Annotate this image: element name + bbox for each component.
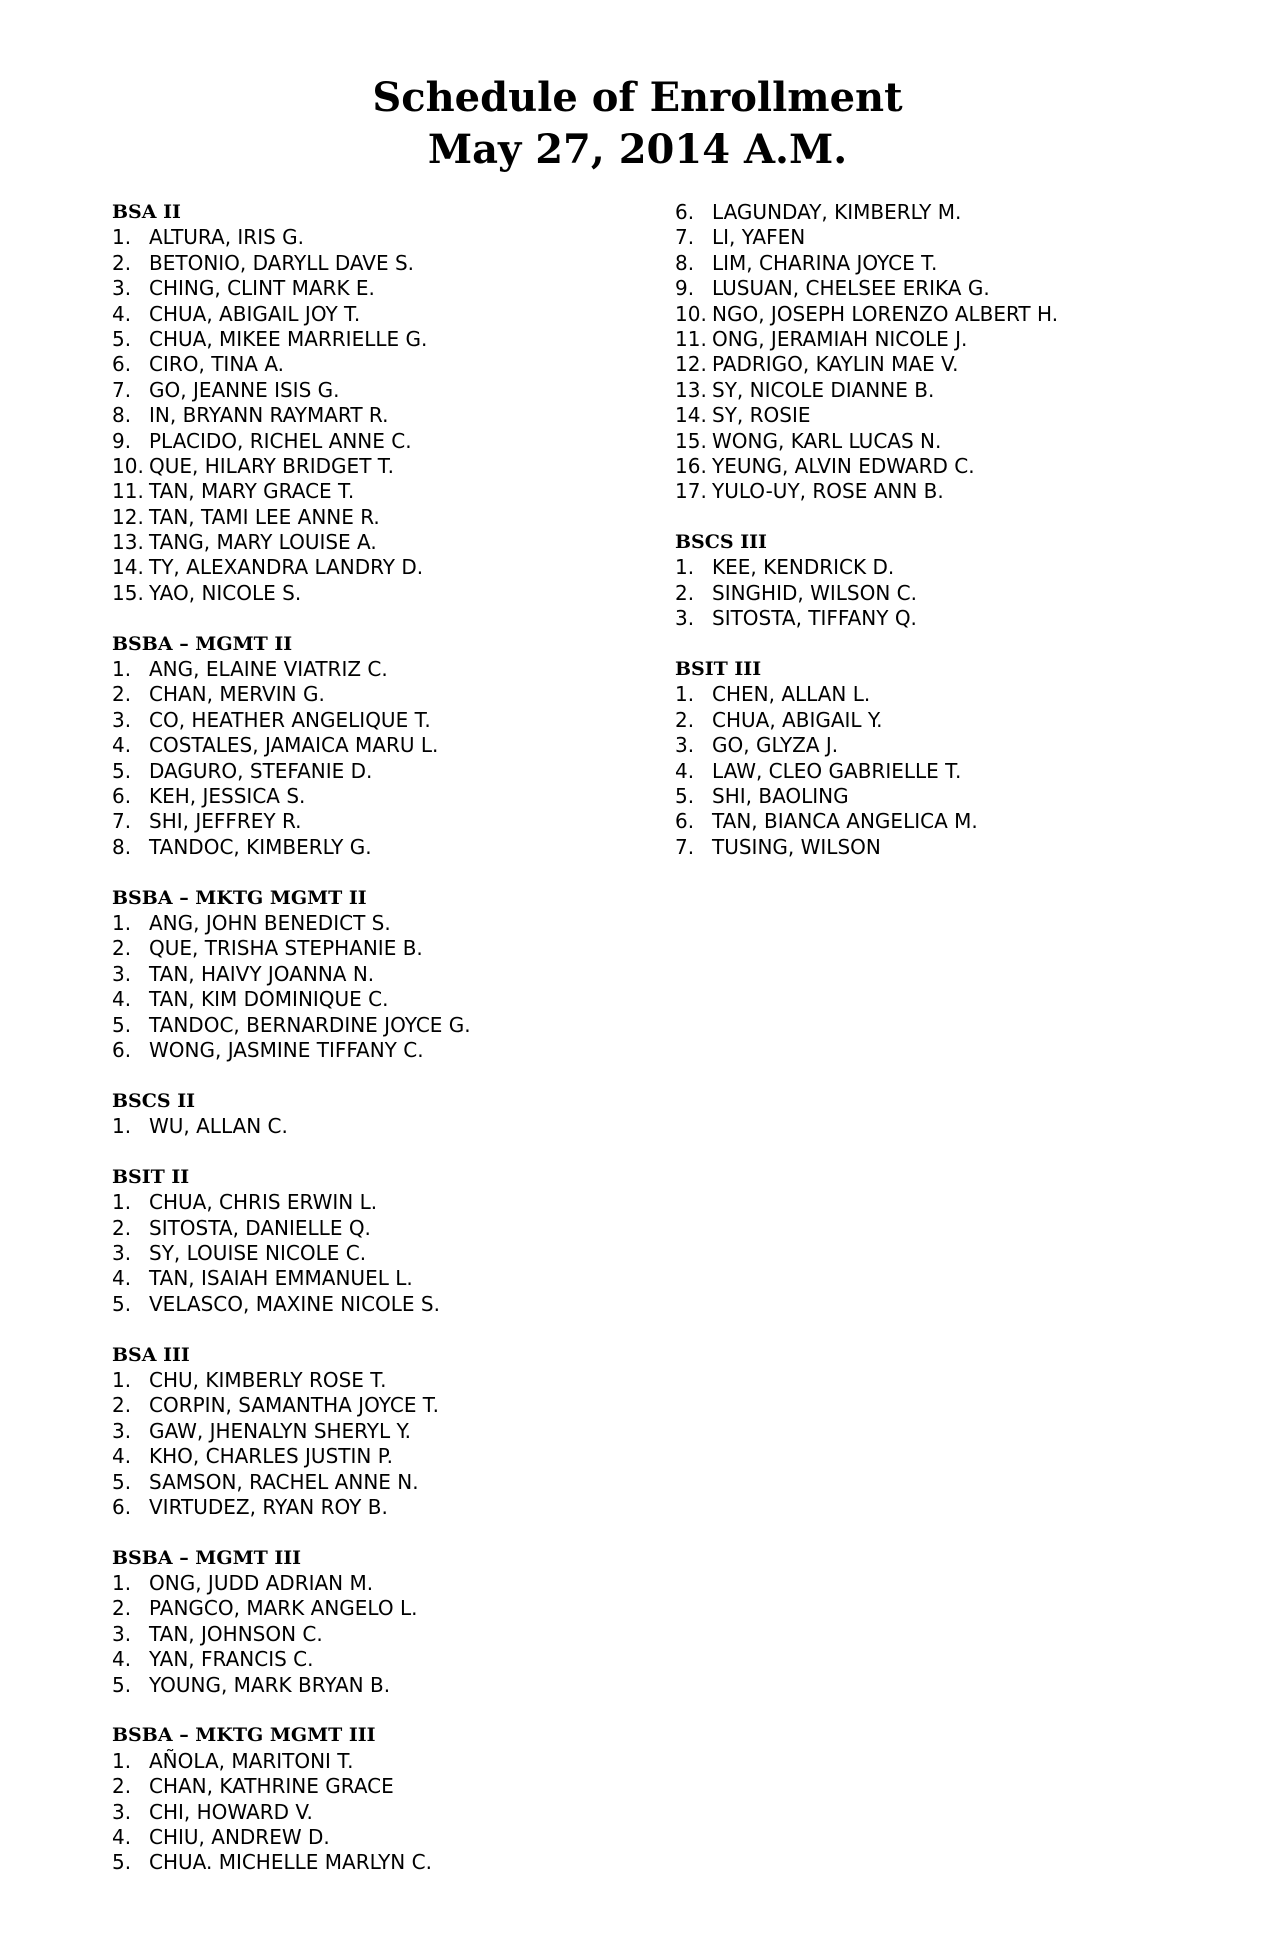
item-number: 7. bbox=[675, 225, 695, 250]
list-item bbox=[112, 1495, 672, 1520]
enrollment-section bbox=[112, 1723, 672, 1875]
student-name: SAMSON, RACHEL ANNE N. bbox=[149, 1469, 419, 1494]
list-item bbox=[112, 657, 672, 682]
student-list bbox=[112, 1368, 672, 1520]
student-name: WONG, KARL LUCAS N. bbox=[712, 428, 942, 453]
student-name: PLACIDO, RICHEL ANNE C. bbox=[149, 428, 412, 453]
student-list bbox=[112, 1114, 672, 1139]
item-number: 5. bbox=[112, 1469, 132, 1494]
list-item bbox=[112, 555, 672, 580]
student-name: TAN, BIANCA ANGELICA M. bbox=[712, 809, 978, 834]
student-name: CHEN, ALLAN L. bbox=[712, 682, 871, 707]
item-number: 14. bbox=[112, 555, 144, 580]
right-column bbox=[675, 200, 1235, 886]
list-item bbox=[112, 1774, 672, 1799]
list-item bbox=[112, 505, 672, 530]
student-name: COSTALES, JAMAICA MARU L. bbox=[149, 733, 439, 758]
list-item bbox=[112, 530, 672, 555]
student-name: CHUA, ABIGAIL Y. bbox=[712, 707, 883, 732]
item-number: 15. bbox=[675, 428, 707, 453]
student-name: SITOSTA, DANIELLE Q. bbox=[149, 1215, 371, 1240]
student-name: CHIU, ANDREW D. bbox=[149, 1825, 330, 1849]
student-name: KEE, KENDRICK D. bbox=[712, 555, 895, 580]
list-item bbox=[112, 1393, 672, 1418]
section-heading: BSA II bbox=[112, 201, 181, 223]
list-item bbox=[675, 302, 1235, 327]
student-name: CHU, KIMBERLY ROSE T. bbox=[149, 1367, 387, 1392]
student-name: YEUNG, ALVIN EDWARD C. bbox=[712, 453, 975, 478]
list-item bbox=[675, 429, 1235, 454]
item-number: 3. bbox=[112, 1241, 132, 1266]
item-number: 10. bbox=[675, 301, 707, 326]
item-number: 6. bbox=[675, 809, 695, 834]
student-name: YULO-UY, ROSE ANN B. bbox=[712, 479, 944, 504]
list-item bbox=[112, 809, 672, 834]
list-item bbox=[112, 1470, 672, 1495]
section-heading: BSBA – MKTG MGMT II bbox=[112, 886, 367, 909]
item-number: 14. bbox=[675, 403, 707, 428]
student-name: ONG, JUDD ADRIAN M. bbox=[149, 1571, 374, 1596]
item-number: 3. bbox=[112, 276, 132, 301]
student-name: TAN, HAIVY JOANNA N. bbox=[149, 961, 375, 986]
section-heading: BSCS III bbox=[675, 531, 767, 554]
item-number: 10. bbox=[112, 453, 144, 478]
list-item bbox=[675, 200, 1235, 225]
item-number: 3. bbox=[675, 606, 695, 631]
page-title bbox=[0, 72, 1275, 176]
student-name: ANG, JOHN BENEDICT S. bbox=[149, 910, 391, 935]
item-number: 12. bbox=[112, 504, 144, 529]
list-item bbox=[112, 429, 672, 454]
item-number: 2. bbox=[112, 1215, 132, 1240]
item-number: 1. bbox=[112, 225, 132, 250]
item-number: 17. bbox=[675, 479, 707, 504]
student-name: TAN, JOHNSON C. bbox=[149, 1621, 323, 1646]
list-item bbox=[675, 225, 1235, 250]
enrollment-section bbox=[112, 1165, 672, 1317]
item-number: 9. bbox=[675, 276, 695, 301]
student-name: SY, ROSIE bbox=[712, 403, 811, 428]
list-item bbox=[675, 759, 1235, 784]
student-name: ANG, ELAINE VIATRIZ C. bbox=[149, 657, 388, 682]
list-item bbox=[112, 1292, 672, 1317]
item-number: 1. bbox=[675, 555, 695, 580]
student-list bbox=[675, 200, 1235, 505]
student-name: CORPIN, SAMANTHA JOYCE T. bbox=[149, 1393, 440, 1418]
item-number: 1. bbox=[675, 682, 695, 707]
student-name: QUE, HILARY BRIDGET T. bbox=[149, 453, 394, 478]
list-item bbox=[112, 1749, 672, 1774]
item-number: 6. bbox=[112, 352, 132, 377]
list-item bbox=[675, 454, 1235, 479]
list-item bbox=[112, 225, 672, 250]
item-number: 4. bbox=[112, 987, 132, 1012]
student-name: BETONIO, DARYLL DAVE S. bbox=[149, 250, 415, 275]
item-number: 3. bbox=[675, 733, 695, 758]
list-item bbox=[112, 1596, 672, 1621]
section-heading: BSA III bbox=[112, 1343, 190, 1366]
student-list bbox=[112, 657, 672, 860]
student-name: TANDOC, BERNARDINE JOYCE G. bbox=[149, 1012, 471, 1037]
item-number: 3. bbox=[112, 1799, 132, 1824]
enrollment-section bbox=[675, 657, 1235, 860]
item-number: 11. bbox=[675, 326, 707, 351]
student-name: KEH, JESSICA S. bbox=[149, 783, 306, 808]
student-name: TAN, MARY GRACE T. bbox=[149, 479, 355, 504]
student-name: PANGCO, MARK ANGELO L. bbox=[149, 1596, 418, 1621]
list-item bbox=[675, 555, 1235, 580]
list-item bbox=[112, 1673, 672, 1698]
item-number: 8. bbox=[112, 403, 132, 428]
list-item bbox=[112, 1444, 672, 1469]
item-number: 5. bbox=[112, 1850, 132, 1875]
enrollment-section bbox=[112, 1343, 672, 1521]
enrollment-section bbox=[112, 1546, 672, 1698]
student-name: SINGHID, WILSON C. bbox=[712, 580, 917, 605]
student-name: CHUA, MIKEE MARRIELLE G. bbox=[149, 326, 428, 351]
item-number: 5. bbox=[675, 783, 695, 808]
section-heading: BSBA – MKTG MGMT III bbox=[112, 1724, 376, 1747]
item-number: 1. bbox=[112, 1748, 132, 1773]
item-number: 11. bbox=[112, 479, 144, 504]
item-number: 1. bbox=[112, 1571, 132, 1596]
student-list bbox=[675, 555, 1235, 631]
list-item bbox=[112, 378, 672, 403]
list-item bbox=[112, 1216, 672, 1241]
list-item bbox=[112, 835, 672, 860]
list-item bbox=[112, 708, 672, 733]
section-heading: BSBA – MGMT II bbox=[112, 632, 293, 655]
student-name: SY, NICOLE DIANNE B. bbox=[712, 377, 935, 402]
list-item bbox=[112, 276, 672, 301]
item-number: 4. bbox=[112, 733, 132, 758]
item-number: 3. bbox=[112, 1621, 132, 1646]
list-item bbox=[675, 479, 1235, 504]
list-item bbox=[112, 1647, 672, 1672]
item-number: 2. bbox=[675, 580, 695, 605]
list-item bbox=[112, 682, 672, 707]
student-name: GO, GLYZA J. bbox=[712, 733, 839, 758]
student-list bbox=[112, 225, 672, 606]
left-column bbox=[112, 200, 672, 1901]
item-number: 1. bbox=[112, 910, 132, 935]
list-item bbox=[675, 251, 1235, 276]
student-name: TAN, TAMI LEE ANNE R. bbox=[149, 504, 380, 529]
item-number: 6. bbox=[112, 1494, 132, 1519]
item-number: 9. bbox=[112, 428, 132, 453]
enrollment-section bbox=[675, 530, 1235, 632]
list-item bbox=[112, 1622, 672, 1647]
item-number: 4. bbox=[112, 1825, 132, 1849]
list-item bbox=[112, 784, 672, 809]
item-number: 1. bbox=[112, 657, 132, 682]
list-item bbox=[112, 352, 672, 377]
student-name: WU, ALLAN C. bbox=[149, 1114, 288, 1139]
student-name: TANG, MARY LOUISE A. bbox=[149, 530, 377, 555]
list-item bbox=[112, 479, 672, 504]
item-number: 1. bbox=[112, 1114, 132, 1139]
list-item bbox=[675, 403, 1235, 428]
list-item bbox=[112, 1013, 672, 1038]
item-number: 4. bbox=[112, 301, 132, 326]
list-item bbox=[112, 962, 672, 987]
enrollment-section bbox=[112, 1089, 672, 1140]
list-item bbox=[112, 581, 672, 606]
list-item bbox=[112, 936, 672, 961]
list-item bbox=[675, 784, 1235, 809]
list-item bbox=[112, 1190, 672, 1215]
student-name: SHI, JEFFREY R. bbox=[149, 809, 302, 834]
list-item bbox=[112, 1825, 672, 1850]
item-number: 3. bbox=[112, 961, 132, 986]
list-item bbox=[675, 606, 1235, 631]
student-name: CHUA, CHRIS ERWIN L. bbox=[149, 1190, 378, 1215]
student-name: VELASCO, MAXINE NICOLE S. bbox=[149, 1291, 440, 1316]
list-item bbox=[675, 835, 1235, 860]
item-number: 2. bbox=[112, 1596, 132, 1621]
item-number: 6. bbox=[675, 200, 695, 224]
student-list bbox=[112, 911, 672, 1063]
list-item bbox=[112, 454, 672, 479]
list-item bbox=[112, 302, 672, 327]
student-name: KHO, CHARLES JUSTIN P. bbox=[149, 1444, 393, 1469]
student-name: ALTURA, IRIS G. bbox=[149, 225, 305, 250]
item-number: 2. bbox=[112, 1774, 132, 1799]
list-item bbox=[675, 352, 1235, 377]
student-name: PADRIGO, KAYLIN MAE V. bbox=[712, 352, 959, 377]
student-name: CHUA, ABIGAIL JOY T. bbox=[149, 301, 361, 326]
list-item bbox=[675, 327, 1235, 352]
student-name: TAN, ISAIAH EMMANUEL L. bbox=[149, 1266, 413, 1291]
section-heading: BSCS II bbox=[112, 1089, 196, 1112]
item-number: 2. bbox=[112, 682, 132, 707]
item-number: 3. bbox=[112, 707, 132, 732]
student-name: CO, HEATHER ANGELIQUE T. bbox=[149, 707, 431, 732]
section-heading: BSIT II bbox=[112, 1165, 190, 1188]
list-item bbox=[112, 1800, 672, 1825]
student-name: SITOSTA, TIFFANY Q. bbox=[712, 606, 917, 631]
list-item bbox=[112, 1266, 672, 1291]
student-name: DAGURO, STEFANIE D. bbox=[149, 758, 373, 783]
student-name: GO, JEANNE ISIS G. bbox=[149, 377, 340, 402]
student-name: WONG, JASMINE TIFFANY C. bbox=[149, 1037, 424, 1062]
student-name: LI, YAFEN bbox=[712, 225, 806, 250]
student-name: CIRO, TINA A. bbox=[149, 352, 285, 377]
item-number: 2. bbox=[112, 1393, 132, 1418]
enrollment-section bbox=[675, 200, 1235, 505]
student-name: QUE, TRISHA STEPHANIE B. bbox=[149, 936, 423, 961]
item-number: 5. bbox=[112, 326, 132, 351]
student-name: IN, BRYANN RAYMART R. bbox=[149, 403, 389, 428]
student-name: YAO, NICOLE S. bbox=[149, 580, 302, 605]
item-number: 4. bbox=[112, 1647, 132, 1672]
item-number: 8. bbox=[112, 834, 132, 859]
item-number: 5. bbox=[112, 1291, 132, 1316]
list-item bbox=[112, 1368, 672, 1393]
list-item bbox=[675, 378, 1235, 403]
item-number: 4. bbox=[112, 1444, 132, 1469]
student-name: SHI, BAOLING bbox=[712, 783, 849, 808]
list-item bbox=[675, 581, 1235, 606]
list-item bbox=[112, 987, 672, 1012]
student-name: CHAN, KATHRINE GRACE bbox=[149, 1774, 394, 1799]
student-name: CHING, CLINT MARK E. bbox=[149, 276, 375, 301]
list-item bbox=[112, 403, 672, 428]
student-name: LIM, CHARINA JOYCE T. bbox=[712, 250, 938, 275]
item-number: 7. bbox=[112, 377, 132, 402]
list-item bbox=[112, 759, 672, 784]
section-heading: BSBA – MGMT III bbox=[112, 1546, 302, 1569]
student-name: VIRTUDEZ, RYAN ROY B. bbox=[149, 1494, 388, 1519]
title-line-2: May 27, 2014 A.M. bbox=[427, 126, 848, 173]
student-name: LAW, CLEO GABRIELLE T. bbox=[712, 758, 962, 783]
student-name: CHUA. MICHELLE MARLYN C. bbox=[149, 1850, 432, 1875]
item-number: 15. bbox=[112, 580, 144, 605]
list-item bbox=[675, 276, 1235, 301]
student-name: ONG, JERAMIAH NICOLE J. bbox=[712, 326, 968, 351]
student-name: YOUNG, MARK BRYAN B. bbox=[149, 1672, 391, 1697]
list-item bbox=[112, 1038, 672, 1063]
item-number: 2. bbox=[112, 250, 132, 275]
item-number: 1. bbox=[112, 1367, 132, 1392]
item-number: 1. bbox=[112, 1190, 132, 1215]
item-number: 5. bbox=[112, 1012, 132, 1037]
student-name: TUSING, WILSON bbox=[712, 834, 881, 859]
student-list bbox=[112, 1190, 672, 1317]
student-name: LAGUNDAY, KIMBERLY M. bbox=[712, 200, 962, 224]
item-number: 7. bbox=[675, 834, 695, 859]
student-list bbox=[675, 682, 1235, 860]
list-item bbox=[112, 1241, 672, 1266]
item-number: 12. bbox=[675, 352, 707, 377]
list-item bbox=[675, 682, 1235, 707]
item-number: 4. bbox=[675, 758, 695, 783]
student-name: TY, ALEXANDRA LANDRY D. bbox=[149, 555, 424, 580]
enrollment-section bbox=[112, 632, 672, 861]
item-number: 6. bbox=[112, 1037, 132, 1062]
item-number: 16. bbox=[675, 453, 707, 478]
title-line-1: Schedule of Enrollment bbox=[372, 74, 903, 121]
student-name: TAN, KIM DOMINIQUE C. bbox=[149, 987, 389, 1012]
list-item bbox=[112, 1419, 672, 1444]
section-heading: BSIT III bbox=[675, 658, 762, 681]
list-item bbox=[675, 809, 1235, 834]
item-number: 7. bbox=[112, 809, 132, 834]
list-item bbox=[675, 733, 1235, 758]
item-number: 6. bbox=[112, 783, 132, 808]
student-list bbox=[112, 1749, 672, 1876]
list-item bbox=[112, 1850, 672, 1875]
student-name: GAW, JHENALYN SHERYL Y. bbox=[149, 1418, 412, 1443]
student-name: CHI, HOWARD V. bbox=[149, 1799, 313, 1824]
item-number: 2. bbox=[112, 936, 132, 961]
item-number: 5. bbox=[112, 1672, 132, 1697]
student-name: YAN, FRANCIS C. bbox=[149, 1647, 314, 1672]
item-number: 3. bbox=[112, 1418, 132, 1443]
list-item bbox=[112, 327, 672, 352]
list-item bbox=[112, 733, 672, 758]
student-name: TANDOC, KIMBERLY G. bbox=[149, 834, 372, 859]
student-name: LUSUAN, CHELSEE ERIKA G. bbox=[712, 276, 990, 301]
student-name: AÑOLA, MARITONI T. bbox=[149, 1748, 354, 1773]
list-item bbox=[112, 911, 672, 936]
list-item bbox=[675, 708, 1235, 733]
enrollment-section bbox=[112, 886, 672, 1064]
item-number: 8. bbox=[675, 250, 695, 275]
item-number: 13. bbox=[112, 530, 144, 555]
list-item bbox=[112, 251, 672, 276]
list-item bbox=[112, 1571, 672, 1596]
student-list bbox=[112, 1571, 672, 1698]
student-name: NGO, JOSEPH LORENZO ALBERT H. bbox=[712, 301, 1059, 326]
item-number: 4. bbox=[112, 1266, 132, 1291]
list-item bbox=[112, 1114, 672, 1139]
item-number: 13. bbox=[675, 377, 707, 402]
student-name: CHAN, MERVIN G. bbox=[149, 682, 325, 707]
item-number: 2. bbox=[675, 707, 695, 732]
item-number: 5. bbox=[112, 758, 132, 783]
enrollment-section bbox=[112, 200, 672, 606]
student-name: SY, LOUISE NICOLE C. bbox=[149, 1241, 367, 1266]
